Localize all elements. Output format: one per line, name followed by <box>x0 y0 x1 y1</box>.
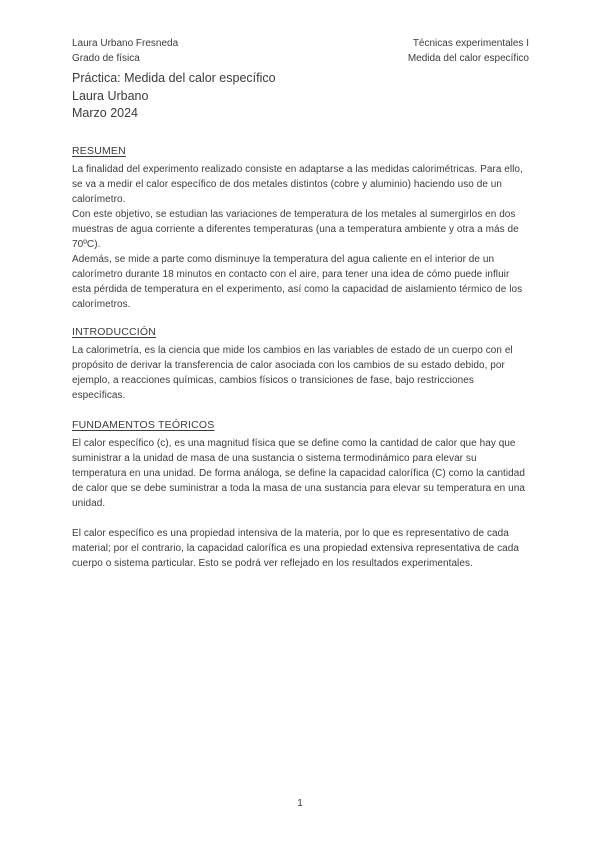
practice-name: Medida del calor específico <box>407 53 529 64</box>
paragraph: Además, se mide a parte como disminuye la temperatura del agua caliente en el interior de un calorímetro durante 18 minutos en contacto con el aire, para tener una idea de cómo puede influir esta pérdida de temperatura en el experimento, así como la capacidad de aislamiento térmico de los calorímetros. <box>72 253 523 310</box>
degree-name: Grado de física <box>72 53 140 64</box>
course-name: Técnicas experimentales I <box>412 38 529 49</box>
section-heading-resumen: RESUMEN <box>72 144 126 157</box>
section-introduccion <box>72 325 529 403</box>
author-name: Laura Urbano Fresneda <box>72 38 179 49</box>
title-block <box>72 70 529 123</box>
header-right-block <box>408 36 529 66</box>
header-left-block <box>72 36 178 66</box>
paragraph: La finalidad del experimento realizado consiste en adaptarse a las medidas calorimétricas. Para ello, se va a medir el calor específico de dos metales distintos (cobre y aluminio) haciendo uso de un calorímetro. <box>72 163 523 205</box>
document-date: Marzo 2024 <box>72 106 139 120</box>
document-author: Laura Urbano <box>72 88 149 103</box>
page-number: 1 <box>297 798 303 809</box>
section-fundamentos <box>72 418 529 571</box>
page-header <box>72 36 529 66</box>
document-title: Práctica: Medida del calor específico <box>72 71 276 85</box>
section-resumen <box>72 144 529 312</box>
section-heading-fundamentos: FUNDAMENTOS TEÓRICOS <box>72 418 215 431</box>
paragraph: Con este objetivo, se estudian las variaciones de temperatura de los metales al sumergirlos en dos muestras de agua corriente a diferentes temperaturas (una a temperatura ambiente y otra a más de 70ºC). <box>72 208 519 250</box>
paragraph: El calor específico (c), es una magnitud física que se define como la cantidad de calor que hay que suministrar a la unidad de masa de una sustancia o sistema termodinámico para elevar su temperatura en una unidad. De forma análoga, se define la capacidad calorífica (C) como la cantidad de calor que se debe suministrar a toda la masa de una sustancia para elevar su temperatura en una unidad. <box>72 437 525 509</box>
paragraph: La calorimetría, es la ciencia que mide los cambios en las variables de estado de un cuerpo con el propósito de derivar la transferencia de calor asociada con los cambios de su estado debido, por ejemplo, a reacciones químicas, cambios físicos o transiciones de fase, bajo restricciones específicas. <box>72 344 513 401</box>
section-heading-introduccion: INTRODUCCIÓN <box>72 325 157 338</box>
paragraph: El calor específico es una propiedad intensiva de la materia, por lo que es representativo de cada material; por el contrario, la capacidad calorífica es una propiedad extensiva representativa de cada cuerpo o sistema particular. Esto se podrá ver reflejado en los resultados experimentales. <box>72 527 519 569</box>
